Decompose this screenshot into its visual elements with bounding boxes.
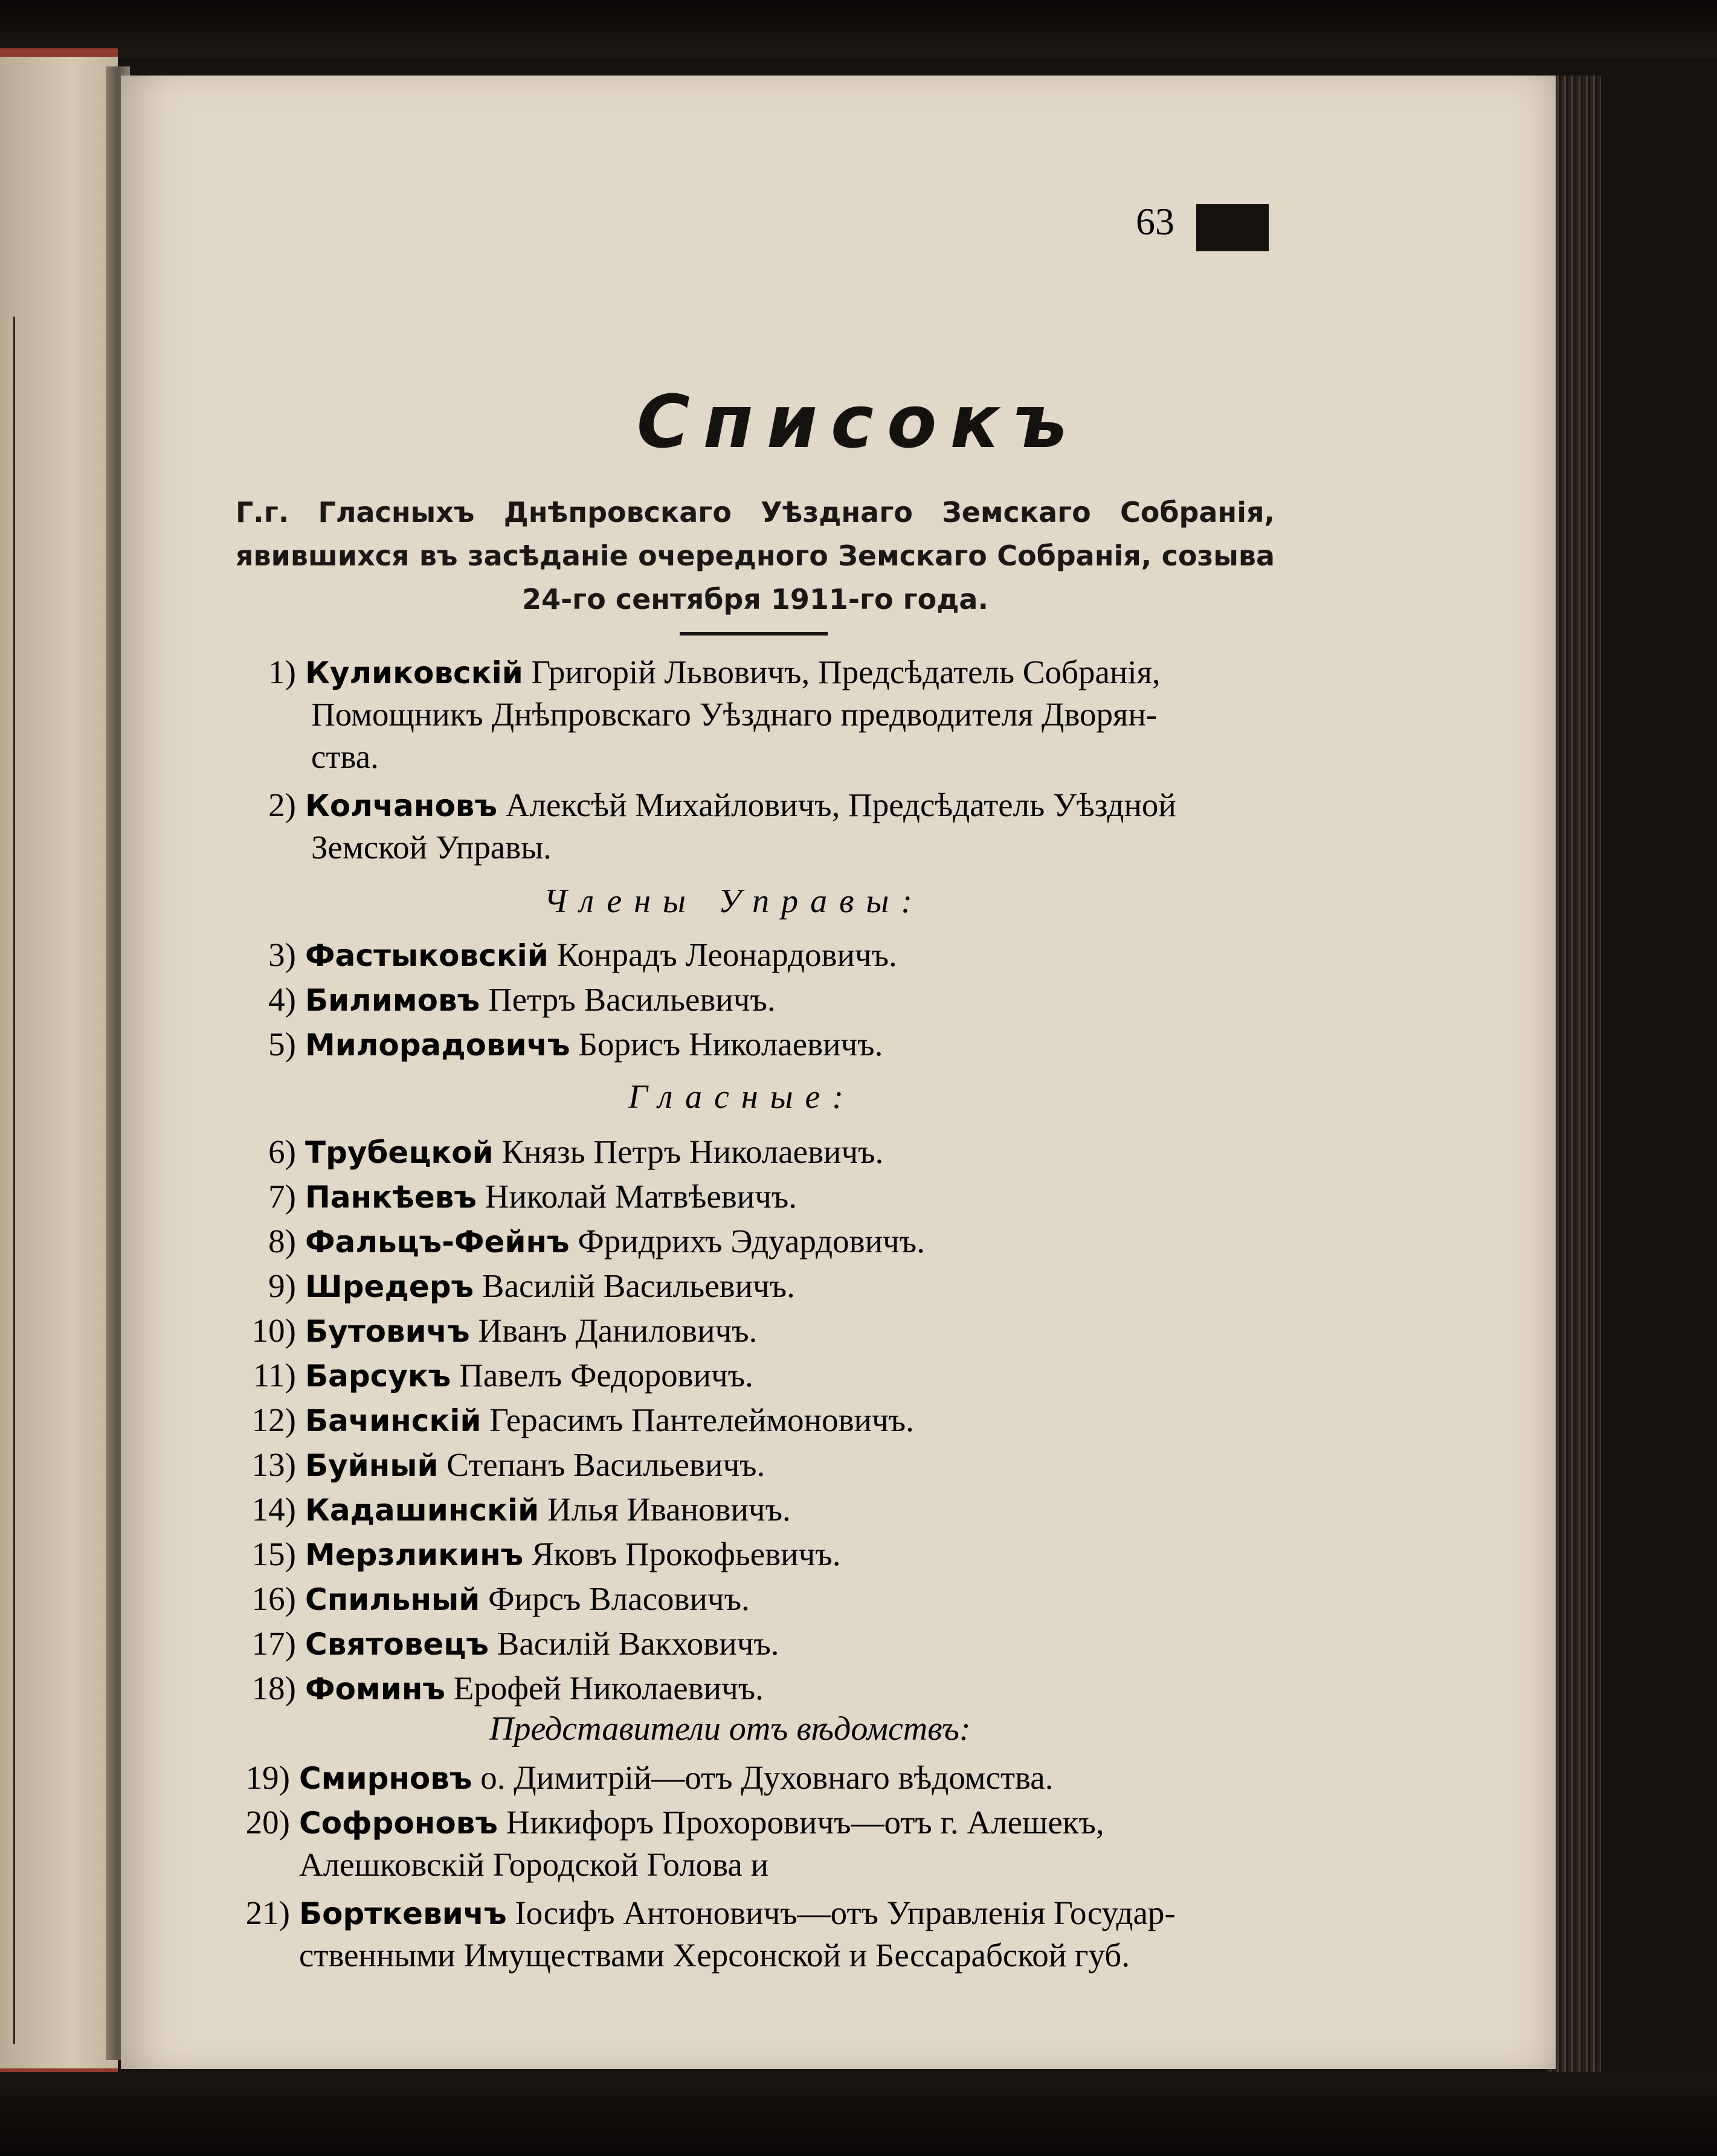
item-number: 2) — [268, 787, 296, 823]
item-number: 11) — [253, 1357, 296, 1394]
item-details: Фирсъ Власовичъ. — [488, 1580, 750, 1617]
item-details: Николай Матвѣевичъ. — [485, 1178, 797, 1215]
item-surname: Панкѣевъ — [305, 1180, 477, 1215]
item-surname: Спильный — [305, 1582, 480, 1617]
item-details: Фридрихъ Эдуардовичъ. — [578, 1223, 925, 1260]
item-surname: Милорадовичъ — [305, 1028, 570, 1063]
item-surname: Барсукъ — [305, 1359, 451, 1394]
item-number: 7) — [268, 1178, 296, 1215]
item-number: 4) — [268, 981, 296, 1018]
item-number: 13) — [251, 1446, 296, 1483]
item-details: о. Димитрій—отъ Духовнаго вѣдомства. — [480, 1759, 1054, 1796]
item-surname: Трубецкой — [305, 1135, 494, 1170]
item-details: Конрадъ Леонардовичъ. — [556, 936, 897, 973]
item-details: Иванъ Даниловичъ. — [478, 1312, 758, 1349]
item-details: Григорій Львовичъ, Предсѣдатель Собранія, — [531, 654, 1161, 690]
section-heading-glasnye: Гласные: — [628, 1078, 856, 1116]
item-surname: Куликовскій — [305, 655, 523, 690]
item-surname: Софроновъ — [299, 1806, 498, 1841]
item-details: Степанъ Васильевичъ. — [446, 1446, 765, 1483]
item-surname: Бачинскій — [305, 1403, 482, 1438]
item-number: 6) — [268, 1133, 296, 1170]
title-divider — [680, 632, 828, 636]
item-details: Василій Васильевичъ. — [482, 1267, 795, 1304]
page-number: 63 — [1136, 200, 1174, 243]
item-surname: Кадашинскій — [305, 1493, 540, 1528]
item-continuation: Помощникъ Днѣпровскаго Уѣзднаго предводителя Дворян- — [311, 696, 1158, 733]
item-number: 1) — [268, 654, 296, 690]
item-details: Илья Ивановичъ. — [547, 1491, 791, 1528]
item-surname: Фастыковскій — [305, 938, 549, 973]
item-number: 19) — [245, 1759, 290, 1796]
item-surname: Смирновъ — [299, 1761, 472, 1796]
section-heading-members: Члены Управы: — [544, 883, 924, 920]
item-number: 10) — [251, 1312, 296, 1349]
item-number: 3) — [268, 936, 296, 973]
item-details: Петръ Васильевичъ. — [488, 981, 776, 1018]
book-cover-top — [0, 0, 1717, 57]
left-page-edge — [0, 48, 118, 2077]
item-surname: Фальцъ-Фейнъ — [305, 1224, 570, 1260]
item-details: Іосифъ Антоновичъ—отъ Управленія Государ- — [515, 1894, 1176, 1931]
item-details: Борисъ Николаевичъ. — [578, 1026, 883, 1063]
item-continuation: ственными Имуществами Херсонской и Бессарабской губ. — [299, 1937, 1130, 1974]
item-details: Ерофей Николаевичъ. — [453, 1670, 764, 1707]
item-details: Алексѣй Михайловичъ, Предсѣдатель Уѣздной — [505, 787, 1176, 823]
item-surname: Шредеръ — [305, 1269, 474, 1304]
item-surname: Буйный — [305, 1448, 439, 1483]
item-surname: Фоминъ — [305, 1672, 445, 1707]
library-stamp — [1196, 204, 1269, 251]
item-number: 16) — [251, 1580, 296, 1617]
item-number: 20) — [245, 1804, 290, 1841]
item-number: 18) — [251, 1670, 296, 1707]
item-number: 8) — [268, 1223, 296, 1260]
item-continuation: Земской Управы. — [311, 829, 552, 866]
item-continuation: ства. — [311, 738, 379, 775]
item-details: Василій Вакховичъ. — [497, 1625, 779, 1662]
item-number: 9) — [268, 1267, 296, 1304]
section-heading-representatives: Представители отъ вѣдомствъ: — [489, 1710, 971, 1748]
item-surname: Колчановъ — [305, 788, 498, 823]
item-surname: Мерзликинъ — [305, 1537, 524, 1572]
page-title: Списокъ — [636, 381, 1081, 465]
item-details: Яковъ Прокофьевичъ. — [532, 1536, 841, 1572]
item-number: 21) — [245, 1894, 290, 1931]
item-surname: Билимовъ — [305, 983, 480, 1018]
item-surname: Святовецъ — [305, 1627, 489, 1662]
item-surname: Борткевичъ — [299, 1896, 507, 1931]
item-number: 5) — [268, 1026, 296, 1063]
item-number: 12) — [251, 1401, 296, 1438]
item-number: 17) — [251, 1625, 296, 1662]
item-number: 15) — [251, 1536, 296, 1572]
item-surname: Бутовичъ — [305, 1314, 470, 1349]
page-subtitle: Г.г. Гласныхъ Днѣпровскаго Уѣзднаго Земскаго Собранія, явившихся въ засѣданіе очередного Земскаго Собранія, созыва 24-го сентября 1911-го года. — [236, 496, 1275, 616]
item-continuation: Алешковскій Городской Голова и — [299, 1846, 769, 1883]
book-cover-bottom — [0, 2072, 1717, 2156]
item-details: Герасимъ Пантелеймоновичъ. — [489, 1401, 914, 1438]
item-details: Князь Петръ Николаевичъ. — [501, 1133, 884, 1170]
item-details: Павелъ Федоровичъ. — [459, 1357, 753, 1394]
item-details: Никифоръ Прохоровичъ—отъ г. Алешекъ, — [506, 1804, 1104, 1841]
item-number: 14) — [251, 1491, 296, 1528]
